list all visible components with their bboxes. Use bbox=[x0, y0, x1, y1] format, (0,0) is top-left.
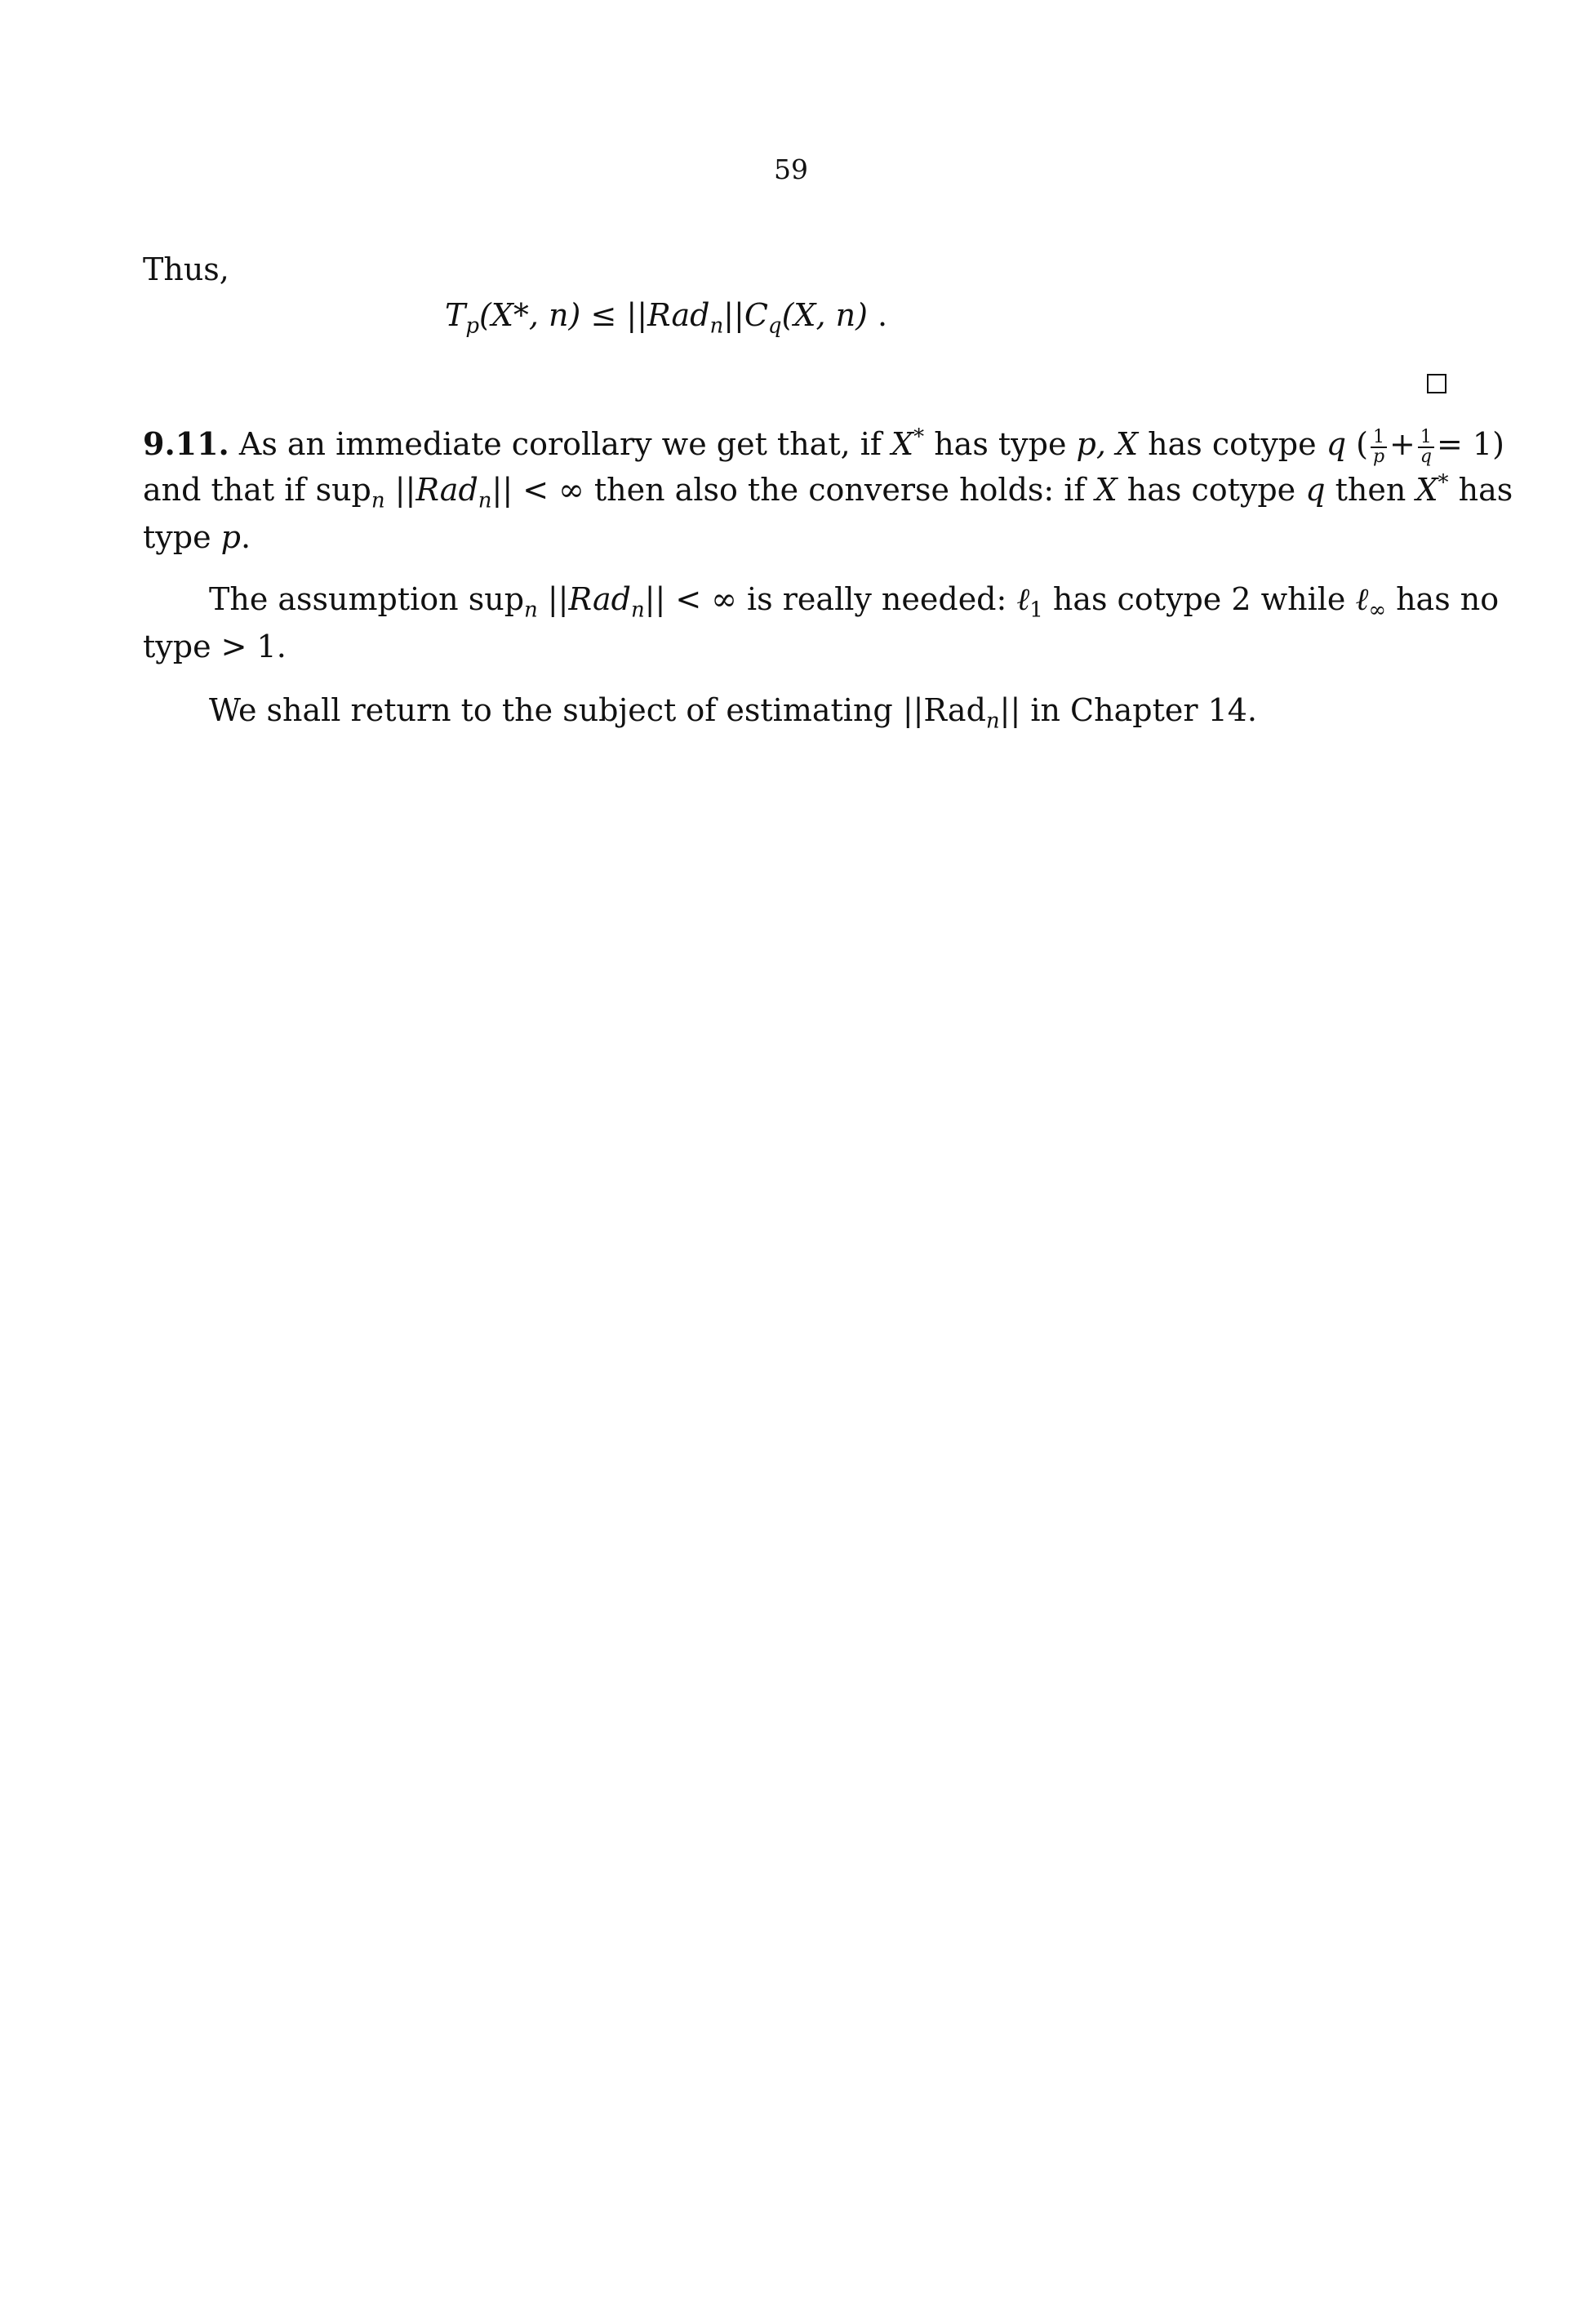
text-span: We shall return to the subject of estimating ||Rad bbox=[209, 692, 986, 728]
fraction-1-over-p bbox=[1371, 426, 1387, 467]
section-9-11-line1 bbox=[143, 424, 1504, 467]
section-9-11-line2 bbox=[143, 470, 1513, 513]
fraction-denominator: p bbox=[1372, 446, 1385, 467]
text-span: has no bbox=[1385, 581, 1500, 617]
subscript-n: n bbox=[371, 488, 385, 513]
subscript-n: n bbox=[478, 488, 492, 513]
text-span: has cotype 2 while bbox=[1042, 581, 1356, 617]
text-span: then bbox=[1325, 472, 1416, 508]
math-rad: ||Rad bbox=[384, 472, 478, 508]
eq-norm-close: || bbox=[723, 297, 744, 333]
subscript-infinity: ∞ bbox=[1368, 598, 1386, 623]
text-span: . bbox=[240, 519, 251, 555]
text-span: type bbox=[143, 519, 221, 555]
equals-one: = 1) bbox=[1436, 426, 1504, 462]
eq-lhs-sub: p bbox=[465, 313, 480, 339]
math-x: X bbox=[1095, 472, 1118, 508]
math-rad: ||Rad bbox=[537, 581, 631, 617]
open-paren: ( bbox=[1356, 426, 1368, 462]
eq-rhs: C bbox=[744, 297, 768, 333]
text-span: || < ∞ then also the converse holds: if bbox=[491, 472, 1095, 508]
section-label: 9.11. bbox=[143, 425, 229, 462]
fraction-numerator: 1 bbox=[1418, 429, 1434, 448]
text-span: As an immediate corollary we get that, if bbox=[238, 426, 892, 462]
text-span: has type bbox=[924, 426, 1077, 462]
eq-period: . bbox=[878, 297, 888, 333]
subscript-n: n bbox=[524, 598, 538, 623]
superscript-star: * bbox=[1438, 470, 1449, 495]
fraction-denominator: q bbox=[1420, 446, 1432, 467]
math-p: p, bbox=[1076, 426, 1106, 462]
closing-sentence bbox=[209, 692, 1258, 734]
text-span: The assumption sup bbox=[209, 581, 525, 617]
eq-norm-sub: n bbox=[709, 313, 724, 339]
eq-leq: ≤ bbox=[590, 297, 617, 333]
math-x: X bbox=[891, 426, 914, 462]
display-equation bbox=[445, 297, 888, 339]
fraction-numerator: 1 bbox=[1371, 429, 1387, 448]
eq-lhs-args: (X*, n) bbox=[479, 297, 581, 333]
section-9-11-line3 bbox=[143, 519, 251, 555]
eq-lhs: T bbox=[445, 297, 466, 333]
math-p: p bbox=[220, 519, 241, 555]
text-span: has cotype bbox=[1138, 426, 1326, 462]
qed-icon bbox=[1427, 374, 1446, 393]
text-span: and that if sup bbox=[143, 472, 371, 508]
page-number: 59 bbox=[774, 153, 808, 185]
subscript-1: 1 bbox=[1029, 598, 1043, 623]
assumption-line2: type > 1. bbox=[143, 629, 287, 664]
assumption-line1 bbox=[209, 581, 1500, 623]
text-span: has cotype bbox=[1117, 472, 1306, 508]
subscript-n: n bbox=[630, 598, 645, 623]
math-q: q bbox=[1305, 472, 1326, 508]
text-span: || in Chapter 14. bbox=[999, 692, 1258, 728]
text-span: || < ∞ is really needed: bbox=[644, 581, 1017, 617]
fraction-1-over-q bbox=[1418, 426, 1434, 467]
subscript-n: n bbox=[985, 709, 1000, 734]
math-x: X bbox=[1415, 472, 1438, 508]
eq-rhs-sub: q bbox=[767, 313, 782, 339]
text-span: has bbox=[1448, 472, 1513, 508]
math-ell: ℓ bbox=[1355, 581, 1369, 617]
plus-sign: + bbox=[1389, 426, 1415, 462]
eq-norm: ||Rad bbox=[626, 297, 710, 333]
superscript-star: * bbox=[913, 424, 925, 450]
conjugate-relation bbox=[1356, 426, 1504, 467]
eq-rhs-args: (X, n) bbox=[781, 297, 868, 333]
math-q: q bbox=[1326, 426, 1347, 462]
thus-text: Thus, bbox=[143, 251, 229, 287]
math-ell: ℓ bbox=[1016, 581, 1030, 617]
math-x: X bbox=[1116, 426, 1139, 462]
